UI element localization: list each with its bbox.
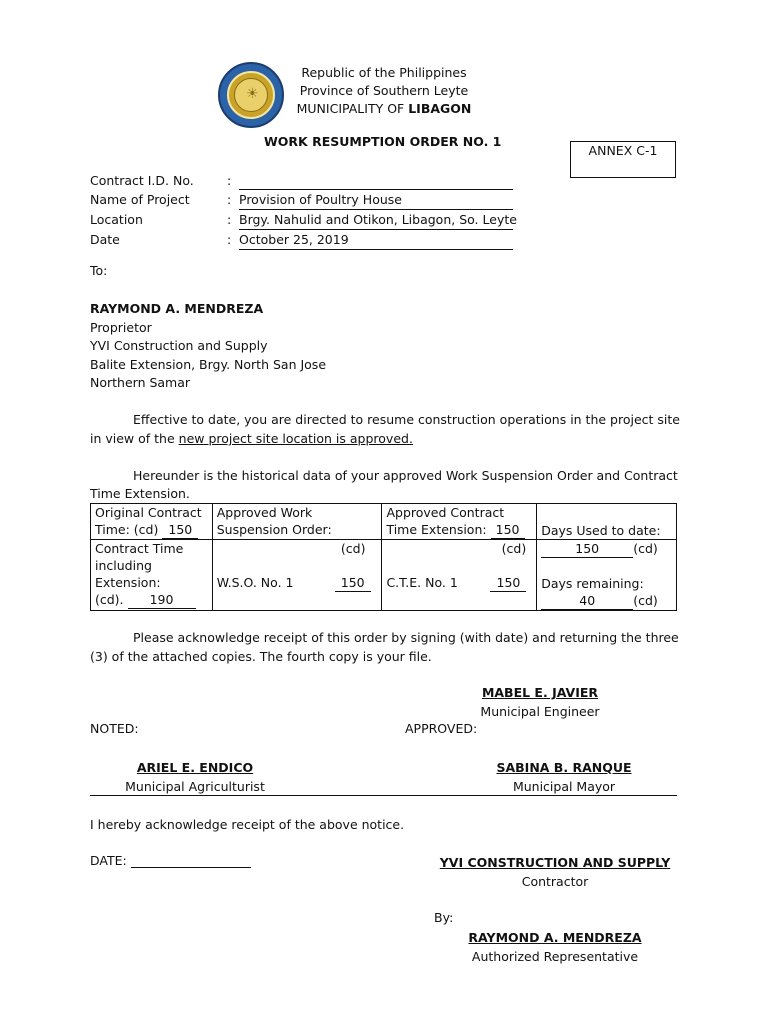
contractor-title: Contractor: [521, 874, 589, 889]
date-blank-line: [131, 853, 251, 868]
engineer-title: Municipal Engineer: [480, 704, 600, 719]
recipient-address-1: Balite Extension, Brgy. North San Jose: [90, 356, 327, 372]
date-field: [90, 853, 251, 868]
contractor-signature: [430, 853, 680, 891]
detail-value: [239, 174, 513, 190]
cell-text: (cd).: [95, 592, 128, 607]
detail-colon: :: [227, 192, 232, 207]
recipient-company: YVI Construction and Supply: [90, 338, 268, 353]
engineer-signature: [470, 683, 610, 721]
cell-text: Contract Time: [95, 541, 184, 556]
paragraph-acknowledge: [90, 628, 679, 666]
letterhead: [284, 64, 484, 118]
days-used-value: 150: [541, 540, 633, 558]
cell-text: Approved Work: [216, 505, 313, 520]
cell-text: Time Extension:: [386, 522, 491, 537]
cell-text-line: [95, 521, 208, 539]
recipient-block: [90, 300, 326, 393]
cell-text: including: [95, 558, 152, 573]
divider-line: [90, 795, 677, 796]
table-cell-wso: [212, 540, 382, 611]
cte-number-days: 150: [490, 574, 526, 592]
table-cell-approved-wso: [212, 504, 382, 540]
cell-text: Approved Contract: [386, 505, 505, 520]
cell-spacer: [217, 557, 378, 574]
seal-core: [234, 78, 268, 112]
letterhead-line-3: [284, 100, 484, 118]
contract-details: [90, 171, 517, 250]
approved-label: APPROVED:: [405, 721, 478, 736]
cell-text: (cd): [633, 541, 658, 556]
table-cell-approved-cte: [382, 504, 537, 540]
letterhead-line-2: Province of Southern Leyte: [299, 83, 469, 98]
date-label: DATE:: [90, 853, 127, 868]
noted-label: NOTED:: [90, 721, 139, 736]
original-contract-days: 150: [162, 521, 198, 539]
detail-label: Date: [90, 232, 120, 247]
letterhead-line-1: Republic of the Philippines: [301, 65, 467, 80]
detail-label: Location: [90, 212, 143, 227]
recipient-address-2: Northern Samar: [90, 375, 191, 390]
cell-text: Days remaining:: [541, 576, 644, 591]
detail-colon: :: [227, 232, 232, 247]
representative-signature: [462, 928, 648, 966]
cell-spacer: [386, 557, 532, 574]
detail-value: Provision of Poultry House: [239, 190, 513, 210]
cell-spacer: [541, 558, 672, 575]
cell-text-line: [95, 591, 208, 609]
detail-row-project-name: [90, 190, 513, 210]
mayor-title: Municipal Mayor: [512, 779, 616, 794]
representative-title: Authorized Representative: [471, 949, 639, 964]
cell-text: Original Contract: [95, 505, 202, 520]
cell-text: Extension:: [95, 575, 161, 590]
cell-text: W.S.O. No. 1: [216, 575, 294, 590]
cell-text-line: [541, 540, 672, 558]
detail-value: October 25, 2019: [239, 230, 513, 250]
cell-text: (cd): [340, 541, 366, 556]
days-remaining-value: 40: [541, 592, 633, 610]
detail-row-date: [90, 230, 513, 250]
municipal-seal-icon: [218, 62, 284, 128]
contractor-name: YVI CONSTRUCTION AND SUPPLY: [439, 855, 671, 870]
table-cell-original-contract: [91, 504, 213, 540]
document-title: WORK RESUMPTION ORDER NO. 1: [264, 134, 502, 149]
annex-box: ANNEX C-1: [570, 141, 676, 178]
acknowledge-text: I hereby acknowledge receipt of the above notice.: [90, 817, 405, 832]
seal-sun-icon: ☀: [246, 86, 259, 102]
recipient-title: Proprietor: [90, 319, 152, 335]
paragraph-acknowledge-line-1: Please acknowledge receipt of this order by signing (with date) and returning the three: [133, 630, 679, 645]
cell-text-line: [541, 592, 672, 610]
agriculturist-signature: [112, 758, 278, 796]
detail-colon: :: [227, 212, 232, 227]
cell-text-line: [386, 574, 532, 592]
cell-text: Days Used to date:: [541, 523, 661, 538]
detail-row-contract-id: [90, 171, 513, 190]
municipality-prefix: MUNICIPALITY OF: [296, 101, 409, 116]
cte-days: 150: [491, 521, 525, 539]
municipality-name: LIBAGON: [408, 101, 472, 116]
table-cell-contract-time: [91, 540, 213, 611]
paragraph-resume: [90, 410, 680, 448]
table-row: [91, 540, 677, 611]
paragraph-resume-line-1: Effective to date, you are directed to resume construction operations in the project site: [133, 412, 680, 427]
paragraph-history-line-1: Hereunder is the historical data of your approved Work Suspension Order and Contract: [133, 468, 678, 483]
cell-text: C.T.E. No. 1: [386, 575, 458, 590]
table-cell-days-used-label: [537, 504, 677, 540]
paragraph-resume-reason: new project site location is approved.: [178, 431, 413, 446]
table-cell-cte: [382, 540, 537, 611]
contract-time-days: 190: [128, 591, 196, 609]
recipient-name: RAYMOND A. MENDREZA: [90, 301, 264, 316]
historical-data-table: [90, 503, 677, 611]
paragraph-resume-prefix: in view of the: [90, 431, 179, 446]
paragraph-acknowledge-line-2: (3) of the attached copies. The fourth copy is your file.: [90, 649, 432, 664]
cell-text-line: [386, 521, 532, 539]
engineer-name: MABEL E. JAVIER: [481, 685, 599, 700]
by-label: By:: [434, 910, 454, 925]
paragraph-history: [90, 467, 678, 503]
paragraph-history-line-2: Time Extension.: [90, 486, 190, 501]
mayor-signature: [484, 758, 644, 796]
table-row: [91, 504, 677, 540]
table-cell-days: [537, 540, 677, 611]
cell-text: Suspension Order:: [216, 522, 332, 537]
agriculturist-title: Municipal Agriculturist: [125, 779, 265, 794]
detail-colon: :: [227, 173, 232, 188]
wso-days: 150: [335, 574, 371, 592]
to-label: To:: [90, 263, 108, 278]
cell-text: (cd): [501, 541, 527, 556]
mayor-name: SABINA B. RANQUE: [496, 760, 632, 775]
agriculturist-name: ARIEL E. ENDICO: [136, 760, 254, 775]
detail-label: Name of Project: [90, 192, 190, 207]
detail-label: Contract I.D. No.: [90, 173, 194, 188]
detail-value: Brgy. Nahulid and Otikon, Libagon, So. Leyte: [239, 210, 513, 230]
detail-row-location: [90, 210, 517, 230]
cell-text-line: [217, 574, 378, 592]
paragraph-resume-line-2: [90, 429, 680, 448]
representative-name: RAYMOND A. MENDREZA: [468, 930, 642, 945]
cell-text: Time: (cd): [95, 522, 163, 537]
cell-text: (cd): [633, 593, 658, 608]
